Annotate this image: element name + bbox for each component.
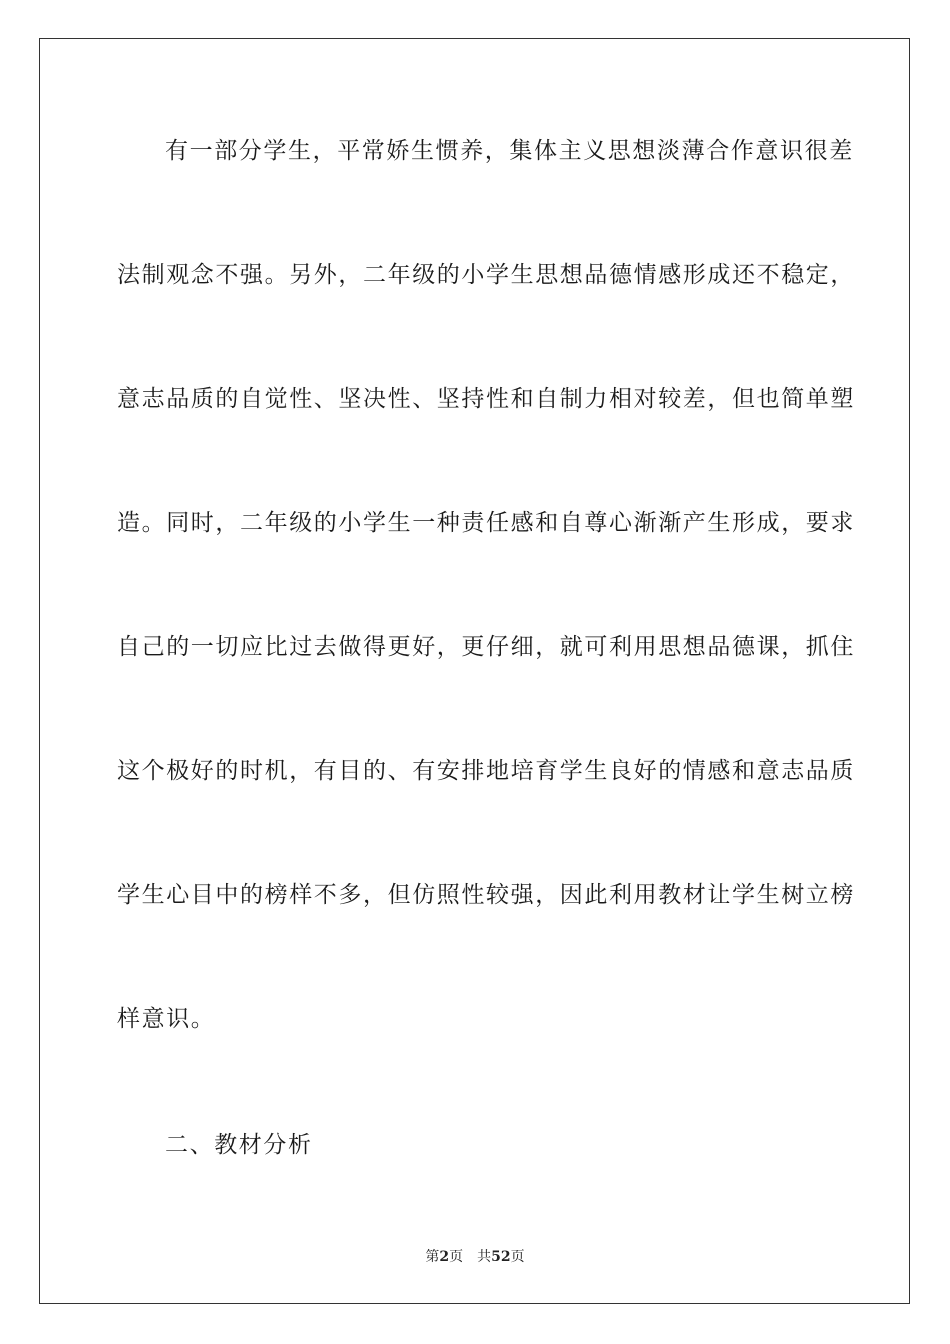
paragraph-line-1: 有一部分学生，平常娇生惯养，集体主义思想淡薄合作意识很差 — [165, 138, 854, 164]
paragraph-line-5: 自己的一切应比过去做得更好，更仔细，就可利用思想品德课，抓住 — [117, 634, 855, 660]
total-suffix: 页 — [510, 1249, 525, 1265]
total-pages: 52 — [491, 1249, 511, 1265]
paragraph-line-2: 法制观念不强。另外，二年级的小学生思想品德情感形成还不稳定， — [117, 262, 855, 288]
page-prefix: 第 — [425, 1249, 440, 1265]
page-border — [39, 38, 910, 1304]
page-number: 2 — [439, 1249, 450, 1265]
section-heading: 二、教材分析 — [165, 1132, 313, 1158]
page-footer — [0, 1248, 950, 1266]
page-suffix: 页 — [449, 1249, 464, 1265]
paragraph-line-3: 意志品质的自觉性、坚决性、坚持性和自制力相对较差，但也简单塑 — [117, 386, 855, 412]
paragraph-line-6: 这个极好的时机，有目的、有安排地培育学生良好的情感和意志品质 — [117, 758, 855, 784]
paragraph-line-4: 造。同时，二年级的小学生一种责任感和自尊心渐渐产生形成，要求 — [117, 510, 855, 536]
paragraph-line-7: 学生心目中的榜样不多，但仿照性较强，因此利用教材让学生树立榜 — [117, 882, 855, 908]
total-prefix: 共 — [477, 1249, 492, 1265]
paragraph-line-8: 样意识。 — [117, 1006, 216, 1032]
